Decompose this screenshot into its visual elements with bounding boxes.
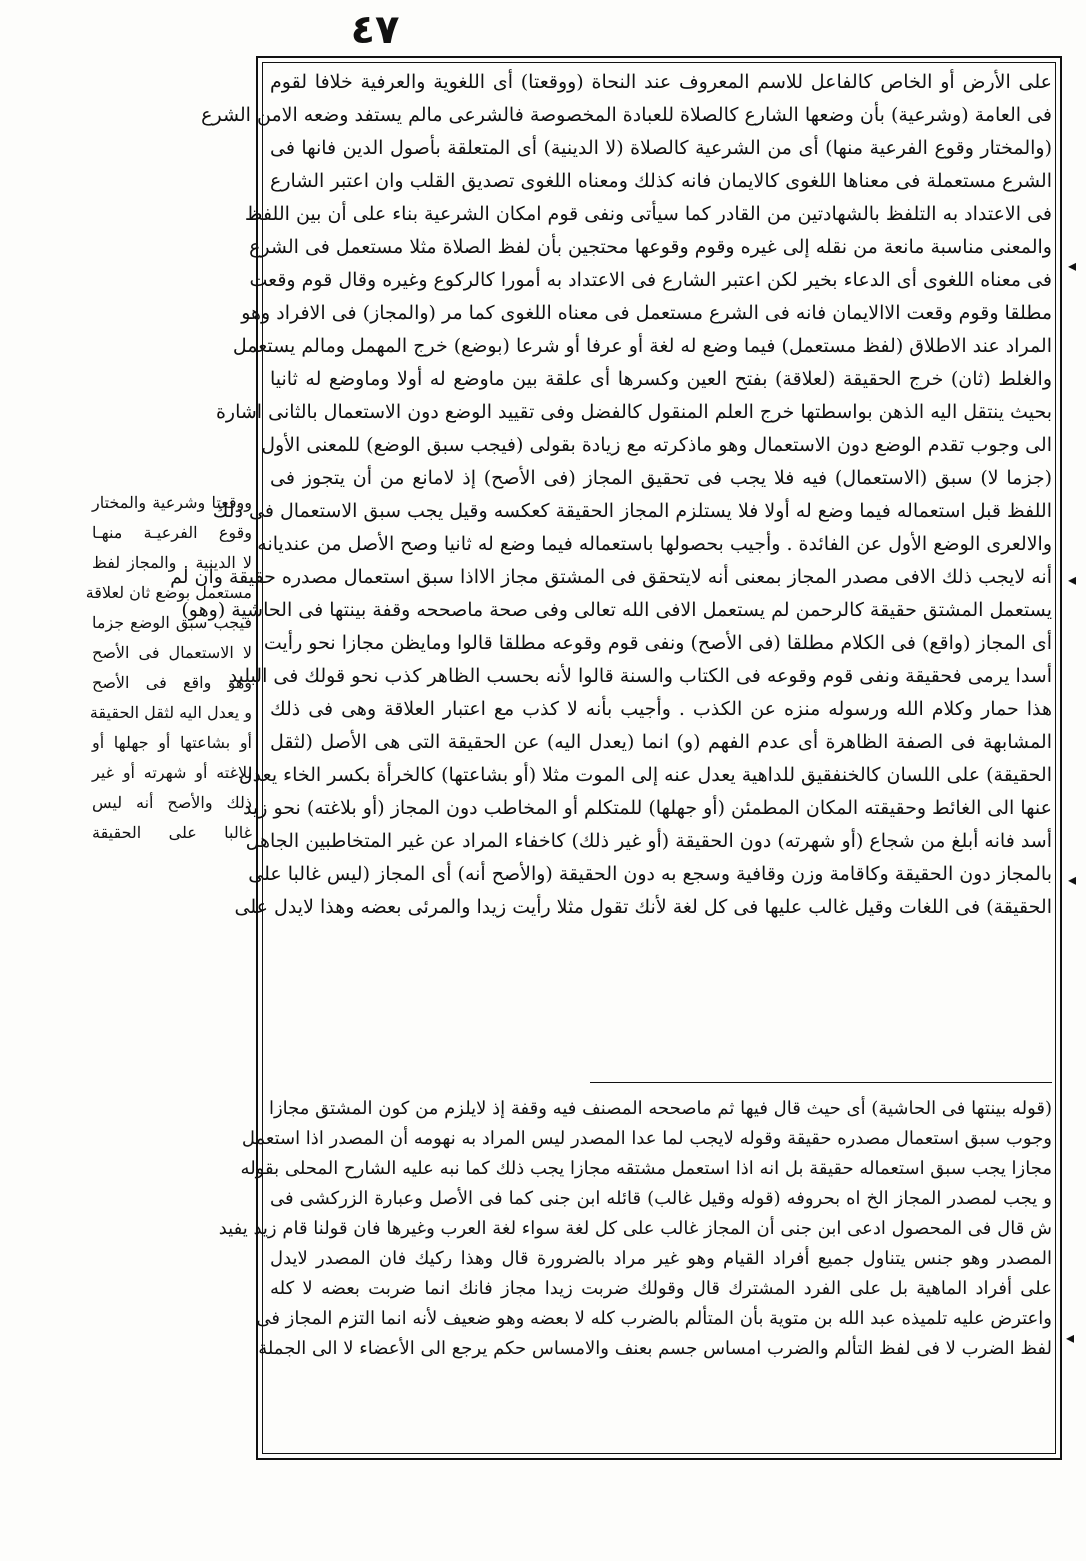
footnote-line: و يجب لمصدر المجاز الخ اه بحروفه (قوله وقيل غالب) قائله ابن جنى كما فى الأصل وعبارة الزركشى فى [270, 1188, 1052, 1209]
main-line: (والمختار وقوع الفرعية منها) أى من الشرعية كالصلاة (لا الدينية) أى المتعلقة بأصول الدين فانها فى [270, 137, 1052, 159]
main-line: (جزما لا) سبق (الاستعمال) فيه فلا يجب فى تحقيق المجاز (فى الأصح) إذ لامانع من أن يتجوز فى [270, 467, 1052, 489]
margin-commentary [85, 488, 252, 958]
main-line: والالعرى الوضع الأول عن الفائدة . وأجيب بحصولها باستعماله فيما وضع له ثانيا وصح الأصل من عنديانه [257, 533, 1052, 555]
margin-line: لا الاستعمال فى الأصح [92, 643, 252, 662]
binding-hole-mark: ◂ [1066, 1328, 1075, 1347]
main-line: الشرع مستعملة فى معناها اللغوى كالايمان فانه كذلك ومعناه اللغوى تصديق القلب وان اعتبر الشارع [270, 170, 1052, 192]
margin-line: غالبا على الحقيقة [92, 823, 252, 842]
margin-line: وقوع الفرعيـة منهـا [92, 523, 252, 542]
footnote-line: (قوله بينتها فى الحاشية) أى حيث قال فيها ثم ماصححه المصنف فيه وقفة إذ لايلزم من كون المشتق مجازا [268, 1098, 1052, 1119]
main-line: فى العامة (وشرعية) بأن وضعها الشارع كالصلاة للعبادة المخصوصة فالشرعى مالم يستفد وضعه الامن الشرع [201, 104, 1052, 126]
footnote-line: واعترض عليه تلميذه عبد الله بن متوية بأن المتألم بالضرب كله لا بعضه وهو ضعيف لأنه انما التزم المجاز فى [256, 1308, 1052, 1329]
main-line: فى معناه اللغوى أى الدعاء بخير لكن اعتبر الشارع فى الاعتداد به أمورا كالركوع وغيره وقال قوم وقعت [249, 269, 1052, 291]
main-line: بالمجاز دون الحقيقة وكاقامة وزن وقافية وسجع به دون الحقيقة (والأصح أنه) أى المجاز (ليس غالبا على [248, 863, 1052, 885]
main-line: الحقيقة) على اللسان كالخنفقيق للداهية يعدل عنه إلى الموت مثلا (أو بشاعتها) كالخرأة بكسر الخاء يعدل [238, 764, 1052, 786]
main-line: مطلقا وقوم وقعت الاالايمان فانه فى الشرع مستعمل فى معناه اللغوى كما مر (والمجاز) فى الافراد وهو [241, 302, 1052, 324]
margin-line: مستعمل بوضع ثان لعلاقة [85, 583, 252, 602]
margin-line: ووقعتا وشرعية والمختار [92, 493, 252, 512]
main-line: اللفظ قبل استعماله فيما وضع له أولا فلا يستلزم المجاز الحقيقة كعكسه وقيل يجب سبق الاستعمال فى ذلك [212, 500, 1052, 522]
main-line: أنه لايجب ذلك الافى مصدر المجاز بمعنى أنه لايتحقق فى المشتق مجاز الااذا سبق استعمال مصدره حقيقة وان لم [170, 566, 1052, 588]
margin-line: و يعدل اليه لثقل الحقيقة [89, 703, 252, 722]
page-number: ٤٧ [350, 7, 400, 53]
main-line: المراد عند الاطلاق (لفظ مستعمل) فيما وضع له لغة أو عرفا أو شرعا (بوضع) خرج المهمل ومالم يستعمل [232, 335, 1052, 357]
main-line: هذا حمار وكلام الله ورسوله منزه عن الكذب . وأجيب بأنه لا كذب مع اعتبار العلاقة وهى فى ذلك [270, 698, 1052, 720]
main-line: على الأرض أو الخاص كالفاعل للاسم المعروف عند النحاة (ووقعتا) أى اللغوية والعرفية خلافا لقوم [270, 71, 1052, 93]
margin-line: ذلك والأصح أنه ليس [92, 793, 252, 812]
main-line: والغلط (ثان) خرج الحقيقة (لعلاقة) بفتح العين وكسرها أى علقة بين ماوضع له أولا وماوضع له ثانيا [270, 368, 1052, 390]
footnote-divider [590, 1082, 1052, 1083]
footnote-line: على أفراد الماهية بل على الفرد المشترك قال وقولك ضربت زيدا مجاز فانك انما ضربت بعضه لا كله [270, 1278, 1052, 1299]
main-line: الحقيقة) فى اللغات وقيل غالب عليها فى كل لغة لأنك تقول مثلا رأيت زيدا والمرئى بعضه وهذا لايدل على [234, 896, 1052, 918]
footnote-line: مجازا يجب سبق استعماله حقيقة بل انه اذا استعمل مشتقه مجازا يجب ذلك كما نبه عليه الشارح المحلى بقوله [240, 1158, 1052, 1179]
main-line: بحيث ينتقل اليه الذهن بواسطتها خرج العلم المنقول كالفضل وفى تقييد الوضع دون الاستعمال بالثانى اشارة [215, 401, 1052, 423]
main-line: فى الاعتداد به التلفظ بالشهادتين من القادر كما سيأتى ونفى قوم امكان الشرعية بناء على أن بين اللفظ [244, 203, 1052, 225]
margin-line: فيجب سبق الوضع جزما [92, 613, 252, 632]
margin-line: أو بشاعتها أو جهلها أو [92, 733, 252, 752]
footnotes [218, 1094, 1052, 1450]
binding-hole-mark: ◂ [1068, 870, 1077, 889]
main-line: أسدا يرمى فحقيقة ونفى قوم وقوعه فى الكتاب والسنة قالوا لأنه بحسب الظاهر كذب نحو قولك فى البليد [228, 665, 1052, 687]
margin-line: لا الدينية . والمجاز لفظ [92, 553, 252, 572]
binding-hole-mark: ◂ [1068, 256, 1077, 275]
footnote-line: وجوب سبق استعمال مصدره حقيقة وقوله لايجب لما عدا المصدر ليس المراد به نهومه أن المصدر اذا استعمل [241, 1128, 1052, 1149]
main-line: يستعمل المشتق حقيقة كالرحمن لم يستعمل الافى الله تعالى وفى صحة ماصححه وقفة بينتها فى الحاشية (وهو) [181, 599, 1052, 621]
main-line: المشابهة فى الصفة الظاهرة أى عدم الفهم (و) انما (يعدل اليه) عن الحقيقة التى هى الأصل (لثقل [270, 731, 1052, 753]
binding-hole-mark: ◂ [1068, 570, 1077, 589]
main-line: عنها الى الغائط وحقيقته المكان المطمئن (أو جهلها) للمتكلم أو المخاطب دون المجاز (أو بلاغته) نحو زيد [242, 797, 1052, 819]
main-line: الى وجوب تقدم الوضع دون الاستعمال وهو ماذكرته مع زيادة بقولى (فيجب سبق الوضع) للمعنى الأول [261, 434, 1052, 456]
main-line: والمعنى مناسبة مانعة من نقله إلى غيره وقوم وقوعها محتجين بأن لفظ الصلاة مثلا مستعمل فى الشرع [249, 236, 1052, 258]
main-line: أسد فانه أبلغ من شجاع (أو شهرته) دون الحقيقة (أو غير ذلك) كاخفاء المراد عن غير المتخاطبين الجاهل [245, 830, 1052, 852]
footnote-line: ش قال فى المحصول ادعى ابن جنى أن المجاز غالب على كل لغة سواء لغة العرب وغيرها فان قولنا قام زيد يفيد [218, 1218, 1052, 1239]
margin-line: بلاغته أو شهرته أو غير [92, 763, 252, 782]
footnote-line: لفظ الضرب لا فى لفظ التألم والضرب امساس جسم بعنف والامساس حكم يرجع الى الأعضاء لا الى الجملة [258, 1338, 1052, 1359]
footnote-line: المصدر وهو جنس يتناول جميع أفراد القيام وهو غير مراد بالضرورة قال وهذا ركيك فان المصدر لايدل [270, 1248, 1052, 1269]
main-line: أى المجاز (واقع) فى الكلام مطلقا (فى الأصح) ونفى قوم وقوعه مطلقا قالوا ومايظن مجازا نحو رأيت [263, 632, 1052, 654]
margin-line: وهو واقع فى الأصح [92, 673, 252, 692]
